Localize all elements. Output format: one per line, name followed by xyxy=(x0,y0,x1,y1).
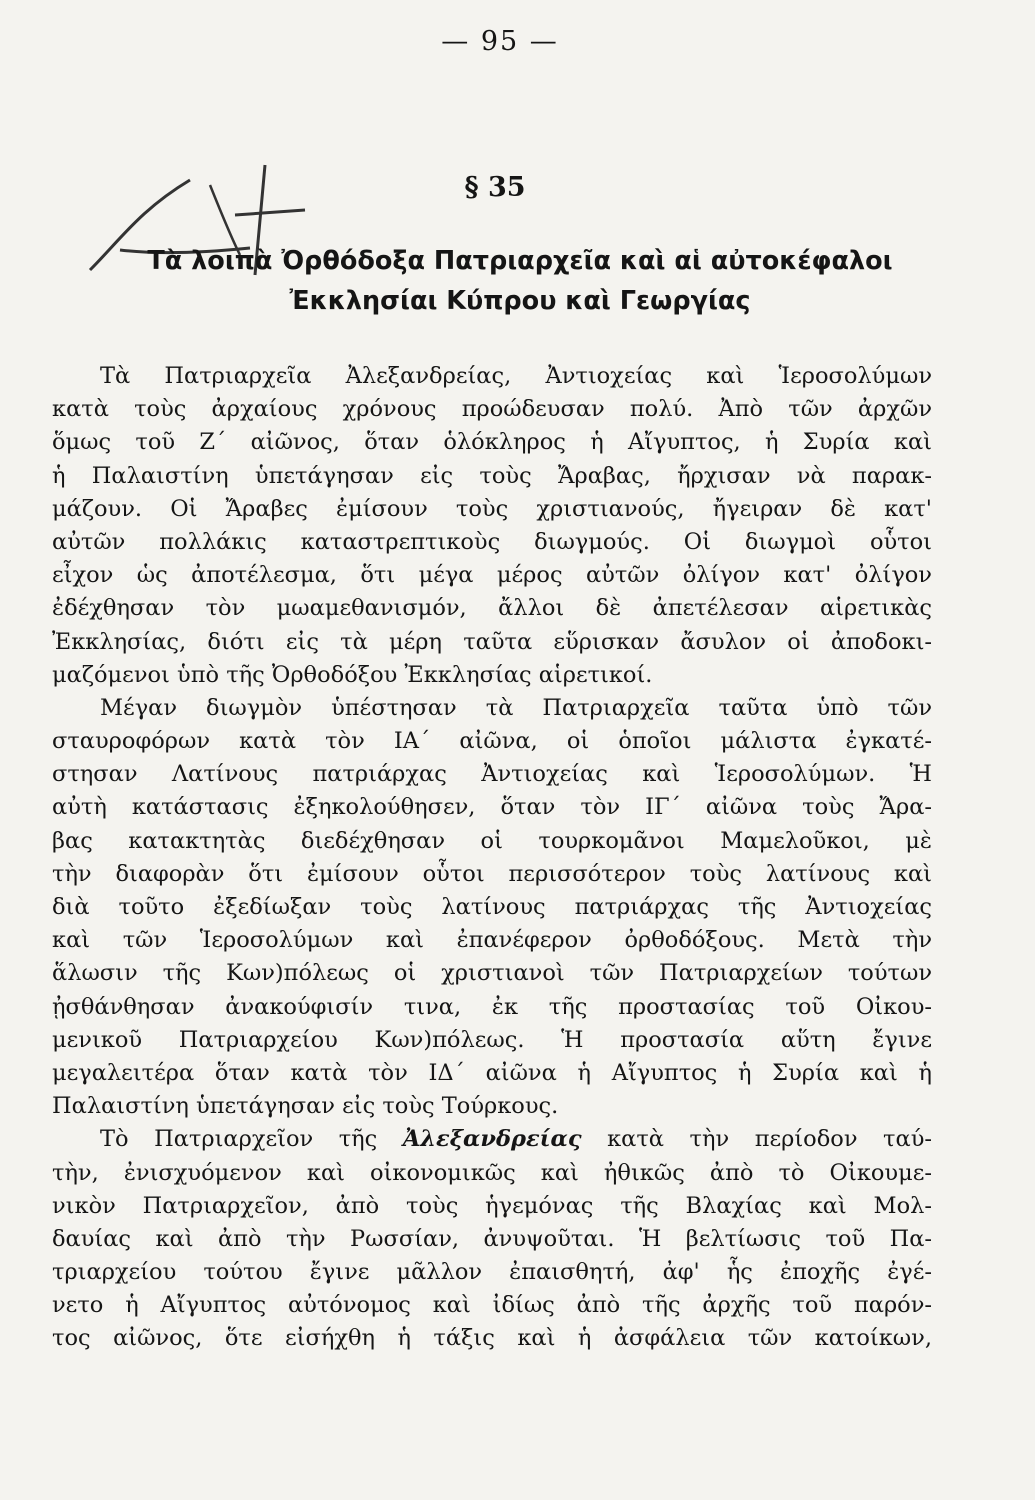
text-line: τὴν, ἐνισχυόμενον καὶ οἰκονομικῶς καὶ ἠθικῶς ἀπὸ τὸ Οἰκουμε- xyxy=(52,1159,932,1186)
text-line: κατὰ τοὺς ἀρχαίους χρόνους προώδευσαν πολύ. Ἀπὸ τῶν ἀρχῶν xyxy=(52,396,932,423)
text-segment: κατὰ τὴν περίοδον ταύ- xyxy=(581,1126,932,1153)
text-line: μενικοῦ Πατριαρχείου Κων)πόλεως. Ἡ προστασία αὕτη ἔγινε xyxy=(52,1026,932,1053)
text-line: Παλαιστίνη ὑπετάγησαν εἰς τοὺς Τούρκους. xyxy=(52,1093,559,1120)
text-line: διὰ τοῦτο ἐξεδίωξαν τοὺς λατίνους πατριάρχας τῆς Ἀντιοχείας xyxy=(52,894,932,920)
text-line: ἅλωσιν τῆς Κων)πόλεως οἱ χριστιανοὶ τῶν Πατριαρχείων τούτων xyxy=(52,960,932,987)
text-line-with-emphasis xyxy=(52,1123,932,1156)
text-line: Μέγαν διωγμὸν ὑπέστησαν τὰ Πατριαρχεῖα ταῦτα ὑπὸ τῶν xyxy=(100,694,932,721)
emphasized-term: Ἀλεξανδρείας xyxy=(402,1126,582,1153)
text-line: εἶχον ὡς ἀποτέλεσμα, ὅτι μέγα μέρος αὐτῶν ὀλίγον κατ' ὀλίγον xyxy=(52,562,932,589)
text-line: τριαρχείου τούτου ἔγινε μᾶλλον ἐπαισθητή, ἀφ' ἧς ἐποχῆς ἐγέ- xyxy=(52,1259,932,1286)
text-line: μαζόμενοι ὑπὸ τῆς Ὀρθοδόξου Ἐκκλησίας αἱρετικοί. xyxy=(52,661,653,688)
text-line: ἐδέχθησαν τὸν μωαμεθανισμόν, ἄλλοι δὲ ἀπετέλεσαν αἱρετικὰς xyxy=(52,595,932,622)
text-line: στησαν Λατίνους πατριάρχας Ἀντιοχείας καὶ Ἱεροσολύμων. Ἡ xyxy=(52,761,932,788)
text-line: βας κατακτητὰς διεδέχθησαν οἱ τουρκομᾶνοι Μαμελοῦκοι, μὲ xyxy=(52,827,932,854)
text-segment: Τὸ Πατριαρχεῖον τῆς xyxy=(100,1126,403,1153)
text-line: καὶ τῶν Ἱεροσολύμων καὶ ἐπανέφερον ὀρθοδόξους. Μετὰ τὴν xyxy=(52,927,932,954)
text-line: ἡ Παλαιστίνη ὑπετάγησαν εἰς τοὺς Ἄραβας, ἤρχισαν νὰ παρακ- xyxy=(52,462,932,489)
text-line: μάζουν. Οἱ Ἄραβες ἐμίσουν τοὺς χριστιανούς, ἤγειραν δὲ κατ' xyxy=(52,495,932,522)
section-number: § 35 xyxy=(464,172,526,203)
text-line: τος αἰῶνος, ὅτε εἰσήχθη ἡ τάξις καὶ ἡ ἀσφάλεια τῶν κατοίκων, xyxy=(52,1325,932,1352)
page-number: — 95 — xyxy=(441,26,559,57)
text-line: ᾐσθάνθησαν ἀνακούφισίν τινα, ἐκ τῆς προστασίας τοῦ Οἰκου- xyxy=(52,993,932,1020)
chapter-title-line-1: Τὰ λοιπὰ Ὀρθόδοξα Πατριαρχεῖα καὶ αἱ αὐτοκέφαλοι xyxy=(147,246,893,276)
text-line: νικὸν Πατριαρχεῖον, ἀπὸ τοὺς ἡγεμόνας τῆς Βλαχίας καὶ Μολ- xyxy=(52,1192,932,1219)
body-text xyxy=(52,360,932,1356)
text-line: σταυροφόρων κατὰ τὸν ΙΑ΄ αἰῶνα, οἱ ὁποῖοι μάλιστα ἐγκατέ- xyxy=(52,728,932,755)
chapter-title-line-2: Ἐκκλησίαι Κύπρου καὶ Γεωργίας xyxy=(289,286,751,316)
text-line: αὐτῶν πολλάκις καταστρεπτικοὺς διωγμούς. Οἱ διωγμοὶ οὗτοι xyxy=(52,528,932,555)
text-line: Τὰ Πατριαρχεῖα Ἀλεξανδρείας, Ἀντιοχείας καὶ Ἱεροσολύμων xyxy=(100,363,932,389)
text-line: δαυίας καὶ ἀπὸ τὴν Ρωσσίαν, ἀνυψοῦται. Ἡ βελτίωσις τοῦ Πα- xyxy=(52,1225,932,1252)
text-line: αὐτὴ κατάστασις ἐξηκολούθησεν, ὅταν τὸν ΙΓ΄ αἰῶνα τοὺς Ἄρα- xyxy=(52,794,932,821)
text-line: Ἐκκλησίας, διότι εἰς τὰ μέρη ταῦτα εὕρισκαν ἄσυλον οἱ ἀποδοκι- xyxy=(52,628,932,655)
text-line: ὅμως τοῦ Ζ΄ αἰῶνος, ὅταν ὁλόκληρος ἡ Αἴγυπτος, ἡ Συρία καὶ xyxy=(52,429,932,456)
text-line: τὴν διαφορὰν ὅτι ἐμίσουν οὗτοι περισσότερον τοὺς λατίνους καὶ xyxy=(52,860,932,887)
text-line: μεγαλειτέρα ὅταν κατὰ τὸν ΙΔ΄ αἰῶνα ἡ Αἴγυπτος ἡ Συρία καὶ ἡ xyxy=(52,1059,932,1086)
text-line: νετο ἡ Αἴγυπτος αὐτόνομος καὶ ἰδίως ἀπὸ τῆς ἀρχῆς τοῦ παρόν- xyxy=(52,1292,932,1319)
